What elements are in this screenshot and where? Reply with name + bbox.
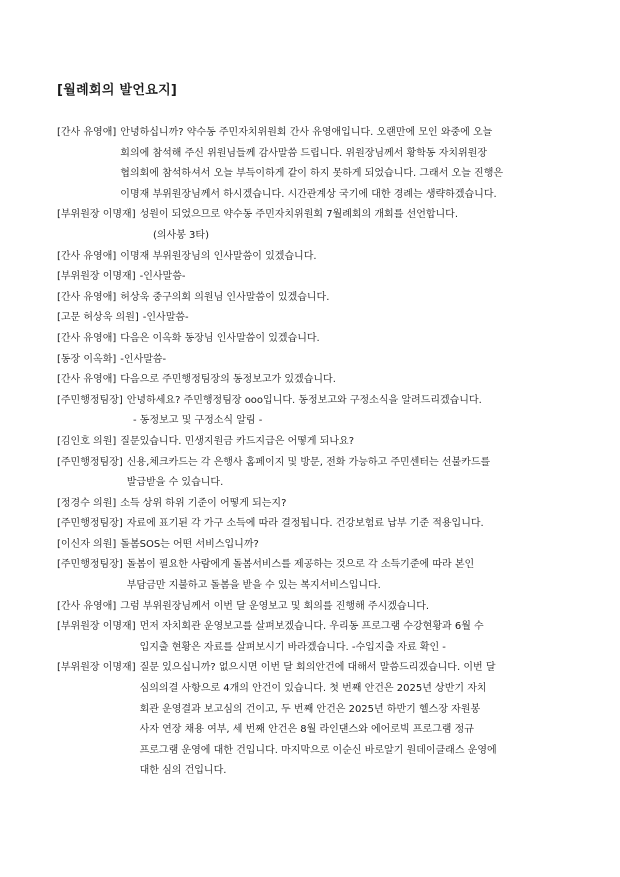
- speech-line: 프로그램 운영에 대한 건입니다. 마지막으로 이순신 바로알기 원데이클래스 운영에: [139, 744, 497, 756]
- speaker-label: [부위원장 이명재]: [57, 209, 136, 221]
- speech-line: 회관 운영결과 보고심의 건이고, 두 번째 안건은 2025년 하반기 헬스장 자원봉: [139, 703, 481, 715]
- minutes-entry: [57, 597, 577, 618]
- speech-text: [140, 617, 577, 658]
- speaker-label: [간사 유영애]: [57, 600, 117, 612]
- minutes-entry: [57, 308, 577, 329]
- speech-line: 입지출 현황은 자료를 살펴보시기 바라겠습니다. -수입지출 자료 확인 -: [139, 641, 446, 653]
- speech-text: [120, 432, 577, 453]
- speaker-label: [주민행정팀장]: [57, 394, 123, 406]
- minutes-body: [57, 123, 577, 782]
- speech-line: 안녕하십니까? 약수동 주민자치위원회 간사 유영애입니다. 오랜만에 모인 와중에 오늘: [120, 127, 493, 138]
- page-title: [월례회의 발언요지]: [57, 83, 178, 98]
- speech-line: 허상욱 중구의회 의원님 인사말씀이 있겠습니다.: [120, 291, 330, 303]
- speech-line: 다음은 이옥화 동장님 인사말씀이 있겠습니다.: [120, 332, 320, 344]
- speaker-label: [고문 허상욱 의원]: [57, 312, 139, 324]
- speech-line: 회의에 참석해 주신 위원님들께 감사말씀 드립니다. 위원장님께서 황학동 자치위원장: [120, 147, 488, 159]
- speaker-label: [간사 유영애]: [57, 250, 117, 262]
- minutes-entry: [57, 432, 577, 453]
- minutes-note: [57, 226, 577, 247]
- minutes-entry: [57, 391, 577, 412]
- speech-line: 자료에 표기된 각 가구 소득에 따라 결정됩니다. 건강보험료 납부 기준 적용입니다.: [126, 518, 484, 530]
- speech-text: [140, 205, 577, 226]
- minutes-entry: [57, 555, 577, 596]
- speech-text: [127, 555, 577, 596]
- minutes-entry: [57, 617, 577, 658]
- speaker-label: [이신자 의원]: [57, 538, 117, 550]
- speech-text: [120, 123, 577, 205]
- speech-line: 신용,체크카드는 각 은행사 홈페이지 및 방문, 전화 가능하고 주민센터는 선불카드를: [126, 456, 491, 468]
- note-text: (의사봉 3타): [153, 229, 209, 241]
- minutes-entry: [57, 453, 577, 494]
- speaker-label: [간사 유영애]: [57, 127, 117, 138]
- speech-text: [140, 267, 577, 288]
- speech-line: 안녕하세요? 주민행정팀장 ooo입니다. 동정보고와 구정소식을 알려드리겠습니다.: [126, 394, 482, 406]
- speaker-label: [주민행정팀장]: [57, 456, 123, 468]
- speech-line: 성원이 되었으므로 약수동 주민자치위원회 7월례회의 개회를 선언합니다.: [139, 209, 459, 221]
- speaker-label: [김인호 의원]: [57, 435, 117, 447]
- speaker-label: [부위원장 이명재]: [57, 662, 136, 674]
- speech-text: [120, 350, 577, 371]
- speaker-label: [간사 유영애]: [57, 374, 117, 386]
- speaker-label: [주민행정팀장]: [57, 518, 123, 530]
- minutes-entry: [57, 123, 577, 205]
- minutes-note: [57, 411, 577, 432]
- minutes-entry: [57, 535, 577, 556]
- speaker-label: [부위원장 이명재]: [57, 271, 136, 283]
- speech-line: 그럼 부위원장님께서 이번 달 운영보고 및 회의를 진행해 주시겠습니다.: [120, 600, 430, 612]
- speech-text: [120, 535, 577, 556]
- speech-text: [140, 658, 577, 782]
- speaker-label: [동장 이옥화]: [57, 353, 117, 365]
- speaker-label: [간사 유영애]: [57, 291, 117, 303]
- speech-text: [127, 453, 577, 494]
- speaker-label: [부위원장 이명재]: [57, 621, 136, 633]
- speech-text: [120, 288, 577, 309]
- speech-line: 협의회에 참석하셔서 오늘 부득이하게 같이 하지 못하게 되었습니다. 그래서 오늘 진행은: [120, 168, 504, 180]
- speech-text: [120, 329, 577, 350]
- speech-line: -인사말씀-: [120, 353, 167, 365]
- speech-text: [120, 370, 577, 391]
- speech-text: [143, 308, 577, 329]
- speech-line: 사자 연장 채용 여부, 세 번째 안건은 8월 라인댄스와 에어로빅 프로그램 정규: [139, 724, 474, 736]
- speaker-label: [정경수 의원]: [57, 497, 117, 509]
- speech-text: [127, 391, 577, 412]
- speech-line: 부담금만 지불하고 돌봄을 받을 수 있는 복지서비스입니다.: [126, 580, 381, 592]
- minutes-entry: [57, 514, 577, 535]
- minutes-entry: [57, 247, 577, 268]
- minutes-entry: [57, 658, 577, 782]
- speech-line: 질문 있으십니까? 없으시면 이번 달 회의안건에 대해서 말씀드리겠습니다. 이번 달: [139, 662, 496, 674]
- speech-line: 이명재 부위원장님의 인사말씀이 있겠습니다.: [120, 250, 317, 262]
- minutes-entry: [57, 350, 577, 371]
- speech-line: 돌봄SOS는 어떤 서비스입니까?: [120, 538, 259, 550]
- minutes-entry: [57, 267, 577, 288]
- speech-line: 이명재 부위원장님께서 하시겠습니다. 시간관계상 국기에 대한 경례는 생략하겠습니다.: [120, 188, 497, 200]
- speech-text: [120, 597, 577, 618]
- minutes-entry: [57, 494, 577, 515]
- minutes-entry: [57, 205, 577, 226]
- speech-text: [120, 247, 577, 268]
- speech-line: 발급받을 수 있습니다.: [126, 477, 224, 489]
- speech-text: [127, 514, 577, 535]
- speaker-label: [간사 유영애]: [57, 332, 117, 344]
- minutes-entry: [57, 370, 577, 391]
- speech-line: 심의의결 사항으로 4개의 안건이 있습니다. 첫 번째 안건은 2025년 상반기 자치: [139, 683, 487, 695]
- speech-line: -인사말씀-: [139, 271, 186, 283]
- speech-line: 대한 심의 건입니다.: [139, 765, 227, 777]
- speech-line: 다음으로 주민행정팀장의 동정보고가 있겠습니다.: [120, 374, 336, 386]
- speech-line: -인사말씀-: [142, 312, 189, 324]
- speech-line: 소득 상위 하위 기준이 어떻게 되는지?: [120, 497, 287, 509]
- speaker-label: [주민행정팀장]: [57, 559, 123, 571]
- speech-line: 질문있습니다. 민생지원금 카드지급은 어떻게 되나요?: [120, 435, 355, 447]
- minutes-entry: [57, 329, 577, 350]
- speech-line: 돌봄이 필요한 사람에게 돌봄서비스를 제공하는 것으로 각 소득기준에 따라 본인: [126, 559, 475, 571]
- speech-text: [120, 494, 577, 515]
- minutes-entry: [57, 288, 577, 309]
- note-text: - 동정보고 및 구정소식 알림 -: [133, 415, 263, 427]
- speech-line: 먼저 자치회관 운영보고를 살펴보겠습니다. 우리동 프로그램 수강현황과 6월 수: [139, 621, 484, 633]
